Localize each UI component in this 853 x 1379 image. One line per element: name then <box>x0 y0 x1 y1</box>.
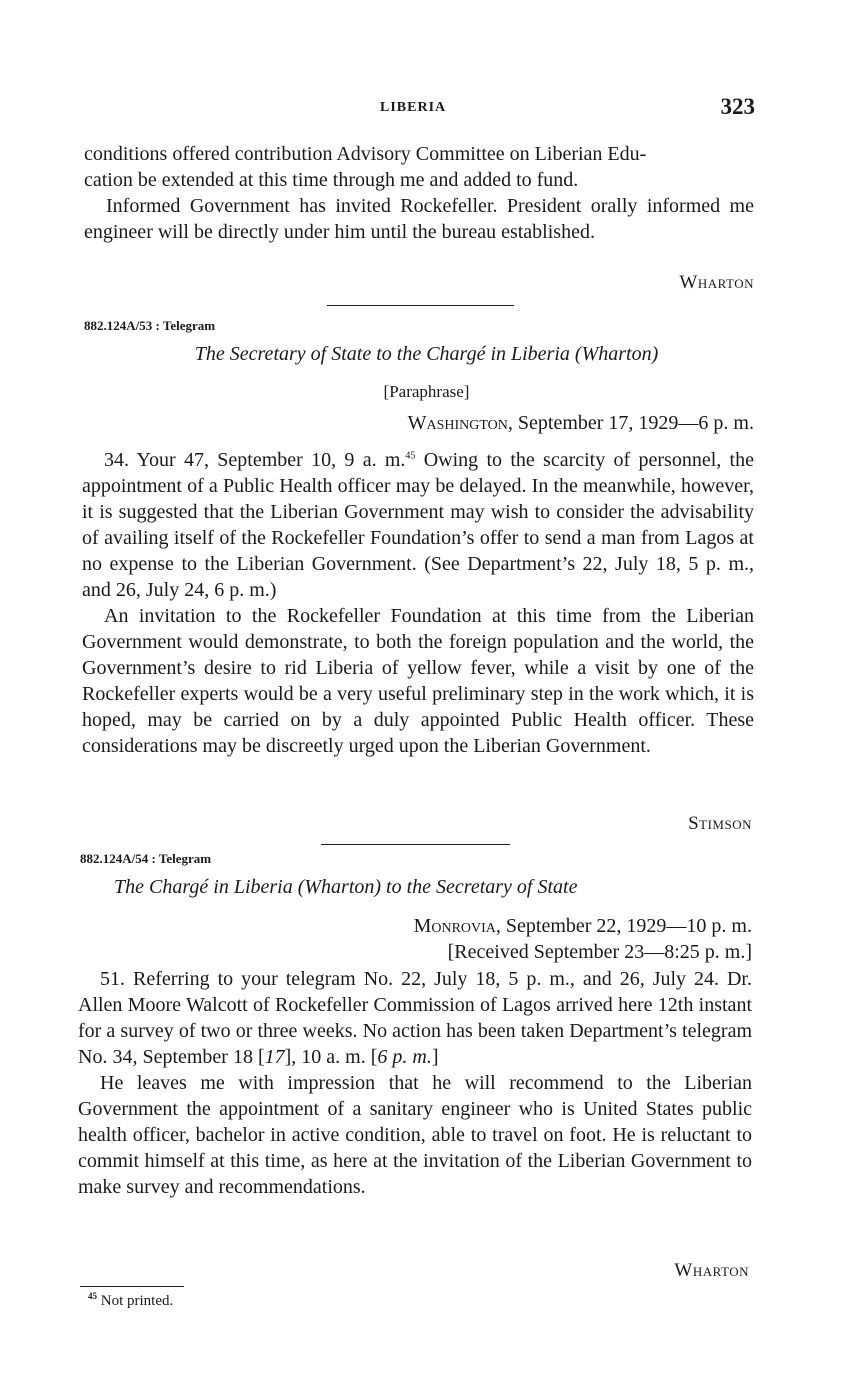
dateline-washington <box>408 412 754 435</box>
file-number-1: 882.124A/53 : Telegram <box>84 318 216 333</box>
telegram-34-paragraph-2: An invitation to the Rockefeller Foundation at this time from the Liberian Government would demonstrate, to both the foreign population and the world, the Government’s desire to rid Liberia of yellow fever, while a visit by one of the Rockefeller experts would be a very useful preliminary step in the work which, it is hoped, may be carried on by a duly appointed Public Health officer. These considerations may be discreetly urged upon the Liberian Government. <box>82 605 754 757</box>
footnote-text: Not printed. <box>100 1293 174 1309</box>
signature-stimson: Stimson <box>688 813 752 834</box>
telegram-34-paragraph-1 <box>82 447 754 603</box>
telegram-51-text: 51. Referring to your telegram No. 22, July 18, 5 p. m., and 26, July 24. Dr. Allen Moore Walcott of Rockefeller Commission of Lagos arrived here 12th instant for a survey of two or three weeks. No action has been taken Department’s telegram No. 34, September 18 [ <box>78 968 752 1068</box>
corrected-date: 17 <box>264 1046 285 1068</box>
telegram-51-paragraph-1 <box>78 966 752 1070</box>
telegram-34-body <box>82 447 754 759</box>
continuation-line-2: cation be extended at this time through me and added to fund. <box>84 169 579 191</box>
file-number-2: 882.124A/54 : Telegram <box>80 851 212 866</box>
document-title-1: The Secretary of State to the Chargé in Liberia (Wharton) <box>194 343 659 365</box>
document-title-2: The Chargé in Liberia (Wharton) to the Secretary of State <box>114 876 578 898</box>
section-divider-1 <box>327 305 514 306</box>
dateline-place: Washington <box>407 412 508 434</box>
corrected-time: 6 p. m. <box>377 1046 432 1068</box>
telegram-34-lead: 34. Your 47, September 10, 9 a. m. <box>104 449 406 471</box>
continuation-paragraph: Informed Government has invited Rockefeller. President orally informed me engineer will be directly under him until the bureau established. <box>84 195 754 243</box>
page-number: 323 <box>720 94 755 119</box>
running-header-title: LIBERIA <box>380 100 447 115</box>
footnote-marker: 45 <box>88 1291 97 1301</box>
received-line: [Received September 23—8:25 p. m.] <box>447 941 752 963</box>
telegram-34-text: Owing to the scarcity of personnel, the appointment of a Public Health officer may be delayed. In the meanwhile, however, it is suggested that the Liberian Government may wish to consider the advisability of availing itself of the Rockefeller Foundation’s offer to send a man from Lagos at no expense to the Liberian Government. (See Department’s 22, July 18, 5 p. m., and 26, July 24, 6 p. m.) <box>82 449 754 601</box>
section-divider-2 <box>321 844 510 845</box>
dateline-monrovia <box>414 915 752 938</box>
footnote-rule <box>80 1286 184 1287</box>
telegram-51-paragraph-2: He leaves me with impression that he will recommend to the Liberian Government the appointment of a sanitary engineer who is United States public health officer, bachelor in active condition, able to travel on foot. He is reluctant to commit himself at this time, as here at the invitation of the Liberian Government to make survey and recommendations. <box>78 1072 752 1198</box>
signature-wharton-1: Wharton <box>679 272 754 293</box>
dateline-date: , September 17, 1929—6 p. m. <box>507 412 754 434</box>
continuation-text <box>84 141 754 245</box>
dateline-date-2: , September 22, 1929—10 p. m. <box>495 915 752 937</box>
telegram-51-body <box>78 966 752 1200</box>
telegram-51-end: ] <box>431 1046 439 1068</box>
paraphrase-note: [Paraphrase] <box>383 382 470 401</box>
telegram-51-mid: ], 10 a. m. [ <box>284 1046 378 1068</box>
footnote-reference: 45 <box>405 450 416 462</box>
footnote <box>88 1293 173 1310</box>
continuation-line-1: conditions offered contribution Advisory Committee on Liberian Edu- <box>84 143 647 165</box>
dateline-place-2: Monrovia <box>413 915 496 937</box>
signature-wharton-2: Wharton <box>674 1260 749 1281</box>
